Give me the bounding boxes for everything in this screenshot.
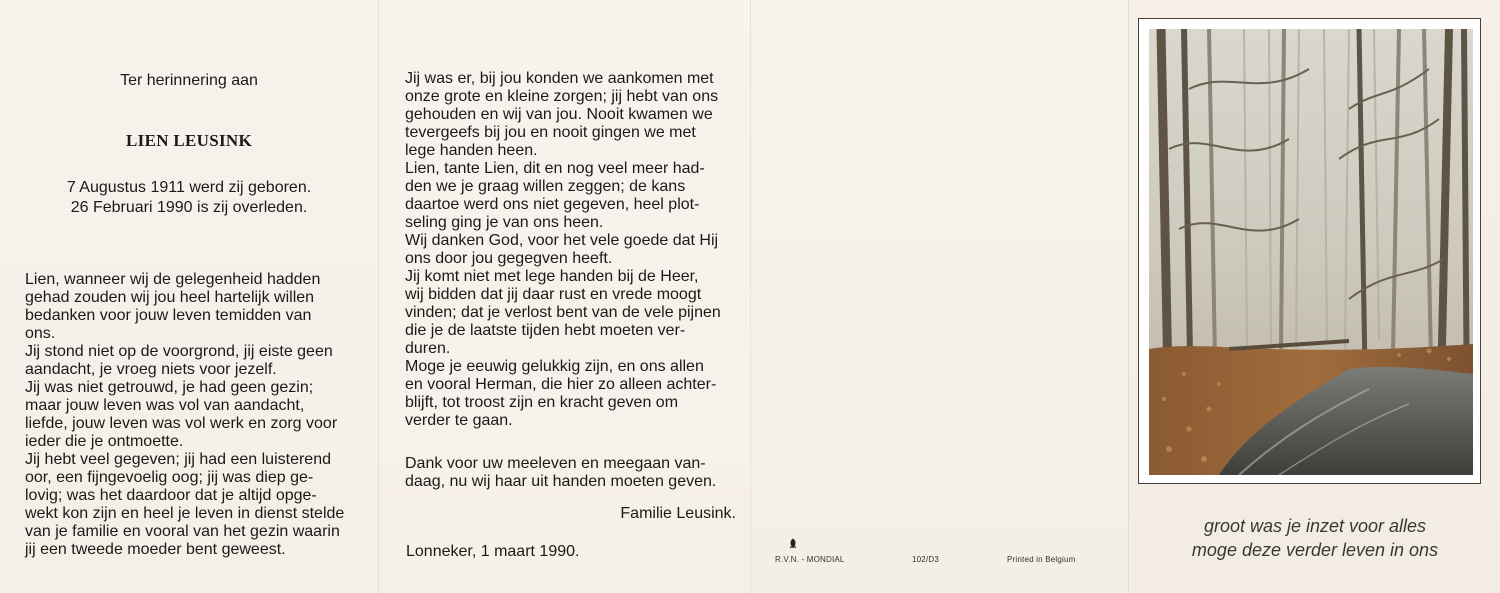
text-line: ieder die je ontmoette.: [25, 433, 184, 450]
text-line: wekt kon zijn en heel je leven in dienst stelde: [25, 505, 345, 522]
text-line: tevergeefs bij jou en nooit gingen we met: [405, 124, 696, 141]
forest-stream-photo: [1149, 29, 1473, 475]
text-line: die je de laatste tijden hebt moeten ver-: [405, 322, 686, 339]
text-line: gehad zouden wij jou heel hartelijk willen: [25, 289, 315, 306]
birth-date-line: 7 Augustus 1911 werd zij geboren.: [66, 179, 312, 196]
life-dates: [0, 178, 378, 218]
text-line: van je familie en vooral van het gezin waarin: [25, 523, 340, 540]
text-line: onze grote en kleine zorgen; jij hebt van ons: [405, 88, 719, 105]
text-line: gehouden en wij van jou. Nooit kwamen we: [405, 106, 713, 123]
family-signature: Familie Leusink.: [620, 505, 736, 522]
text-line: daartoe werd ons niet gegeven, heel plot-: [405, 196, 700, 213]
photo-frame: [1138, 18, 1481, 484]
text-line: Jij hebt veel gegeven; jij had een luisterend: [25, 451, 331, 468]
product-code: 102/D3: [912, 555, 939, 564]
text-line: Lien, wanneer wij de gelegenheid hadden: [25, 271, 321, 288]
text-line: Lien, tante Lien, dit en nog veel meer had-: [405, 160, 705, 177]
text-line: jij een tweede moeder bent geweest.: [25, 541, 286, 558]
text-line: Moge je eeuwig gelukkig zijn, en ons allen: [405, 358, 704, 375]
deceased-name: LIEN LEUSINK: [126, 131, 252, 150]
text-line: Jij was er, bij jou konden we aankomen met: [405, 70, 714, 87]
text-line: den we je graag willen zeggen; de kans: [405, 178, 686, 195]
text-line: wij bidden dat jij daar rust en vrede moogt: [405, 286, 702, 303]
intro-text: Ter herinnering aan: [120, 72, 258, 89]
verse-line: moge deze verder leven in ons: [1191, 540, 1439, 560]
text-line: vinden; dat je verlost bent van de vele pijnen: [405, 304, 721, 321]
text-line: oor, een fijngevoelig oog; jij was diep ge-: [25, 469, 314, 486]
memorial-card-panel-left: [0, 0, 378, 593]
tribute-text-part-1: [25, 271, 344, 559]
death-date-line: 26 Februari 1990 is zij overleden.: [70, 199, 308, 216]
publisher-logo-icon: [789, 538, 797, 548]
printed-in-label: Printed in Belgium: [1007, 555, 1076, 564]
text-line: Jij komt niet met lege handen bij de Heer,: [405, 268, 699, 285]
text-line: liefde, jouw leven was vol werk en zorg voor: [25, 415, 338, 432]
text-line: bedanken voor jouw leven temidden van: [25, 307, 312, 324]
tribute-text-part-2: [405, 70, 721, 430]
memorial-card-panel-front: [1128, 0, 1500, 593]
text-line: maar jouw leven was vol van aandacht,: [25, 397, 305, 414]
verse-text: [1129, 514, 1500, 562]
text-line: Dank voor uw meeleven en meegaan van-: [405, 455, 706, 472]
text-line: ons door jou gegegven heeft.: [405, 250, 613, 267]
text-line: lovig; was het daardoor dat je altijd opge-: [25, 487, 317, 504]
memorial-card-panel-back: [750, 0, 1129, 593]
publisher-mark: R.V.N. - MONDIAL: [775, 555, 845, 564]
text-line: verder te gaan.: [405, 412, 513, 429]
text-line: duren.: [405, 340, 451, 357]
text-line: en vooral Herman, die hier zo alleen achter-: [405, 376, 717, 393]
text-line: Jij was niet getrouwd, je had geen gezin;: [25, 379, 314, 396]
place-and-date: Lonneker, 1 maart 1990.: [406, 543, 580, 560]
text-line: aandacht, je vroeg niets voor jezelf.: [25, 361, 277, 378]
memorial-card-panel-middle: [378, 0, 751, 593]
text-line: daag, nu wij haar uit handen moeten geven.: [405, 473, 717, 490]
thanks-text: [405, 455, 716, 491]
text-line: Jij stond niet op de voorgrond, jij eiste geen: [25, 343, 333, 360]
text-line: Wij danken God, voor het vele goede dat Hij: [405, 232, 719, 249]
text-line: ons.: [25, 325, 56, 342]
forest-photo-illustration: [1149, 29, 1473, 475]
verse-line: groot was je inzet voor alles: [1203, 516, 1427, 536]
text-line: blijft, tot troost zijn en kracht geven om: [405, 394, 679, 411]
text-line: seling ging je van ons heen.: [405, 214, 604, 231]
text-line: lege handen heen.: [405, 142, 538, 159]
